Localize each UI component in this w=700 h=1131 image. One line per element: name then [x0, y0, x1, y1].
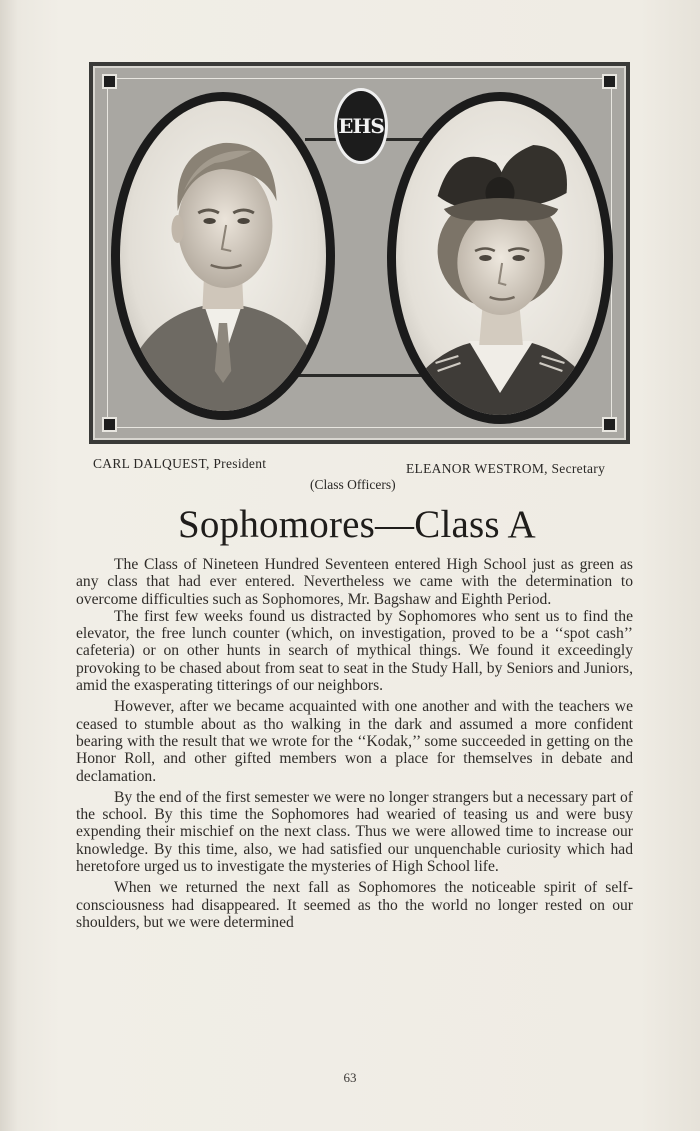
caption-left-officer: CARL DALQUEST, President	[93, 456, 267, 471]
article-body	[76, 556, 633, 931]
paragraph-2: The first few weeks found us distracted by Sophomores who sent us to find the elevator, the free lunch counter (which, on investigation, proved to be a ‘‘spot cash’’ cafeteria) or on other hunts in search of mythical things. We found it exceedingly provoking to be chased about from seat to seat in the Study Hall, by Seniors and Juniors, amid the exasperating titterings of our neighbors.	[76, 607, 633, 695]
paragraph-4: By the end of the first semester we were no longer strangers but a necessary part of the school. By this time the Sophomores had wearied of teasing us and were busy expending their mischief on the next class. Thus we were allowed time to increase our knowledge. By this time, also, we had satisfied our unquenchable curiosity which had heretofore urged us to investigate the mysteries of High School life.	[76, 788, 633, 876]
class-officers-photo-panel	[89, 62, 630, 444]
corner-ornament-top-right	[602, 74, 617, 89]
caption-right-officer: ELEANOR WESTROM, Secretary	[406, 461, 606, 476]
portrait-oval-right	[387, 92, 613, 424]
corner-ornament-bottom-left	[102, 417, 117, 432]
monogram-text: EHS	[338, 114, 384, 138]
paragraph-1: The Class of Nineteen Hundred Seventeen entered High School just as green as any class that had ever entered. Nevertheless we came with the determination to overcome difficulties such as Sophomores, Mr. Bagshaw and Eighth Period.	[76, 556, 633, 608]
corner-ornament-bottom-right	[602, 417, 617, 432]
panel-inner	[93, 66, 626, 440]
portrait-carl-dalquest	[120, 101, 326, 411]
connector-line-bottom	[295, 374, 425, 377]
paragraph-3: However, after we became acquainted with one another and with the teachers we ceased to stumble about as tho walking in the dark and assumed a more confident bearing with the result that we wrote for the ‘‘Kodak,’’ some succeeded in getting on the Honor Roll, and other gifted members won a place for themselves in debate and declamation.	[76, 698, 633, 785]
portrait-eleanor-westrom	[396, 101, 604, 415]
caption-class-officers: (Class Officers)	[310, 477, 396, 492]
paragraph-5: When we returned the next fall as Sophomores the noticeable spirit of self-consciousness had disappeared. It seemed as tho the world no longer rested on our shoulders, but we were determined	[76, 879, 633, 931]
corner-ornament-top-left	[102, 74, 117, 89]
portrait-oval-left	[111, 92, 335, 420]
page-title: Sophomores—Class A	[178, 503, 536, 546]
ehs-monogram-emblem	[334, 88, 388, 164]
page-number: 63	[343, 1070, 357, 1085]
